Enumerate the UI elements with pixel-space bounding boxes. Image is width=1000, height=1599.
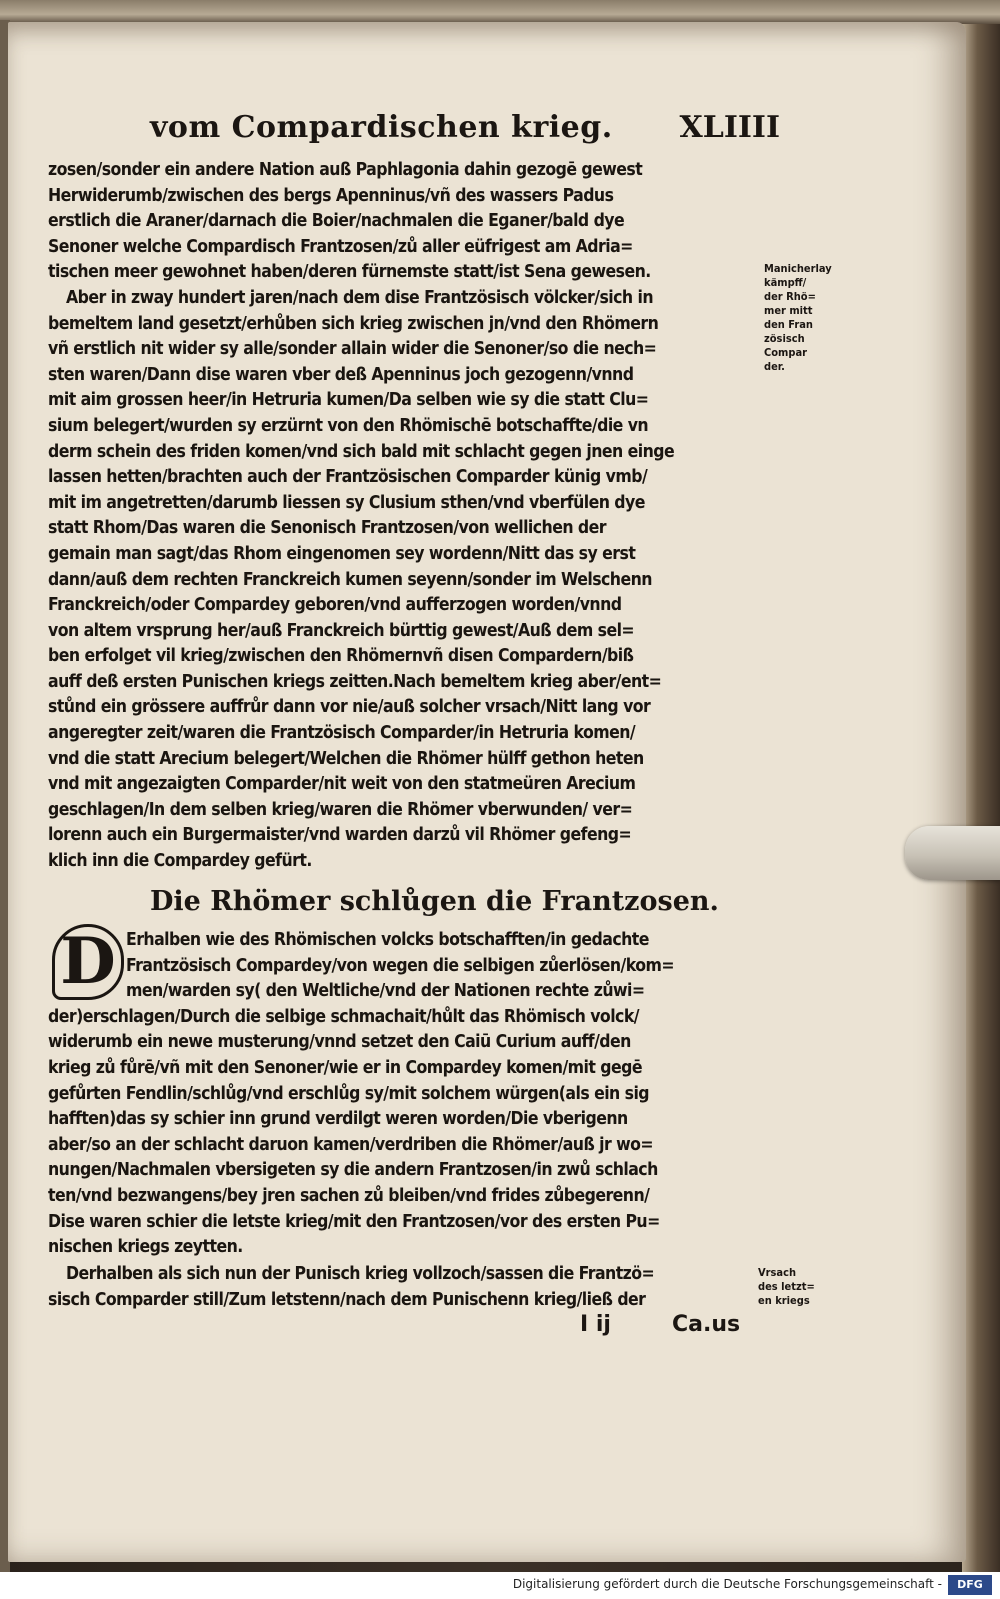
text-line: Dise waren schier die letste krieg/mit den Frantzosen/vor des ersten Pu= [48,1211,660,1232]
book-cover-edge [962,24,1000,1572]
text-line: Franckreich/oder Compardey geboren/vnd aufferzogen worden/vnnd [48,595,622,616]
text-line: sten waren/Dann dise waren vber deß Apenninus joch gezogenn/vnnd [48,364,634,385]
text-line: aber/so an der schlacht daruon kamen/verdriben die Rhömer/auß jr wo= [48,1134,654,1155]
text-line: nungen/Nachmalen vbersigeten sy die andern Frantzosen/in zwů schlach [48,1160,658,1181]
footer-bar [0,1572,1000,1599]
text-line: klich inn die Compardey gefürt. [48,851,312,872]
text-line: statt Rhom/Das waren die Senonisch Frantzosen/von wellichen der [48,518,606,539]
text-line: vnd mit angezaigten Comparder/nit weit von den statmeüren Arecium [48,774,636,795]
marginal-note: Manicherlay kämpff/ der Rhö= mer mitt den Fran zösisch Compar der. [764,262,832,373]
text-line: Frantzösisch Compardey/von wegen die selbigen zůerlösen/kom= [126,955,674,976]
book-top-edge [0,0,1000,24]
text-line: Herwiderumb/zwischen des bergs Apenninus/vñ des wassers Padus [48,185,614,206]
text-line: nischen kriegs zeytten. [48,1237,243,1258]
text-line: auff deß ersten Punischen kriegs zeitten.Nach bemeltem krieg aber/ent= [48,671,662,692]
signature-mark: I ij [580,1312,611,1337]
text-line: von altem vrsprung her/auß Franckreich bürttig gewest/Auß dem sel= [48,620,635,641]
dfg-logo: DFG [948,1575,992,1595]
text-line: Erhalben wie des Rhömischen volcks botschafften/in gedachte [126,930,649,950]
text-line: stůnd ein grössere auffrůr dann vor nie/auß solcher vrsach/Nitt lang vor [48,697,651,718]
running-head [150,110,780,154]
text-line: mit im angetretten/darumb liessen sy Clusium sthen/vnd vberfülen dye [48,492,645,513]
text-line: widerumb ein newe musterung/vnnd setzet den Caiū Curium auff/den [48,1032,631,1053]
text-line: hafften)das sy schier inn grund verdilgt weren worden/Die vberigenn [48,1109,628,1130]
text-line: mit aim grossen heer/in Hetruria kumen/Da selben wie sy die statt Clu= [48,390,649,411]
text-line: krieg zů fůrē/vñ mit den Senoner/wie er in Compardey komen/mit gegē [48,1057,642,1078]
decorated-initial: D [52,924,124,1000]
folio-number: XLIIII [679,110,780,145]
paragraph-1 [48,158,758,875]
running-head-title: vom Compardischen krieg. [150,110,613,145]
funding-credit: Digitalisierung gefördert durch die Deutsche Forschungsgemeinschaft - [512,1577,942,1591]
text-line: geschlagen/In dem selben krieg/waren die Rhömer vberwunden/ ver= [48,799,633,820]
text-line: derm schein des friden komen/vnd sich bald mit schlacht gegen jnen einge [48,441,675,462]
paragraph-2 [48,928,758,1261]
text-line: Derhalben als sich nun der Punisch krieg vollzoch/sassen die Frantzö= [66,1264,655,1284]
text-line: vnd die statt Arecium belegert/Welchen die Rhömer hülff gethon heten [48,748,644,769]
text-line: erstlich die Araner/darnach die Boier/nachmalen die Eganer/bald dye [48,211,625,232]
text-line: sium belegert/wurden sy erzürnt von den Rhömischē botschaffte/die vn [48,415,649,436]
section-heading: Die Rhömer schlůgen die Frantzosen. [150,886,719,917]
text-line: tischen meer gewohnet haben/deren fürnemste statt/ist Sena gewesen. [48,262,651,283]
text-line: sisch Comparder still/Zum letstenn/nach dem Punischenn krieg/ließ der [48,1289,646,1310]
text-line: lassen hetten/brachten auch der Frantzösischen Comparder künig vmb/ [48,467,648,488]
page-clip [905,826,1000,880]
text-line: der)erschlagen/Durch die selbige schmachait/hůlt das Rhömisch volck/ [48,1006,639,1027]
marginal-note: Vrsach des letzt= en kriegs [758,1266,815,1307]
text-line: gemain man sagt/das Rhom eingenomen sey wordenn/Nitt das sy erst [48,543,636,564]
text-line: ten/vnd bezwangens/bey jren sachen zů bleiben/vnd frides zůbegerenn/ [48,1185,650,1206]
catchword: Ca.us [672,1312,741,1337]
text-line: lorenn auch ein Burgermaister/vnd warden darzů vil Rhömer gefeng= [48,825,632,846]
text-line: zosen/sonder ein andere Nation auß Paphlagonia dahin gezogē gewest [48,160,643,180]
text-line: vñ erstlich nit wider sy alle/sonder allain wider die Senoner/so die nech= [48,339,657,360]
text-line: men/warden sy( den Weltliche/vnd der Nationen rechte zůwi= [126,981,645,1002]
text-line: ben erfolget vil krieg/zwischen den Rhömernvñ disen Compardern/biß [48,646,634,667]
paragraph-3 [48,1262,758,1313]
text-line: angeregter zeit/waren die Frantzösisch Comparder/in Hetruria komen/ [48,723,636,744]
text-line: Aber in zway hundert jaren/nach dem dise Frantzösisch völcker/sich in [66,287,653,308]
text-line: gefůrten Fendlin/schlůg/vnd erschlůg sy/mit solchem würgen(als ein sig [48,1083,650,1104]
text-line: bemeltem land gesetzt/erhůben sich krieg zwischen jn/vnd den Rhömern [48,313,659,334]
text-line: Senoner welche Compardisch Frantzosen/zů aller eüfrigest am Adria= [48,236,633,257]
text-line: dann/auß dem rechten Franckreich kumen seyenn/sonder im Welschenn [48,569,652,590]
